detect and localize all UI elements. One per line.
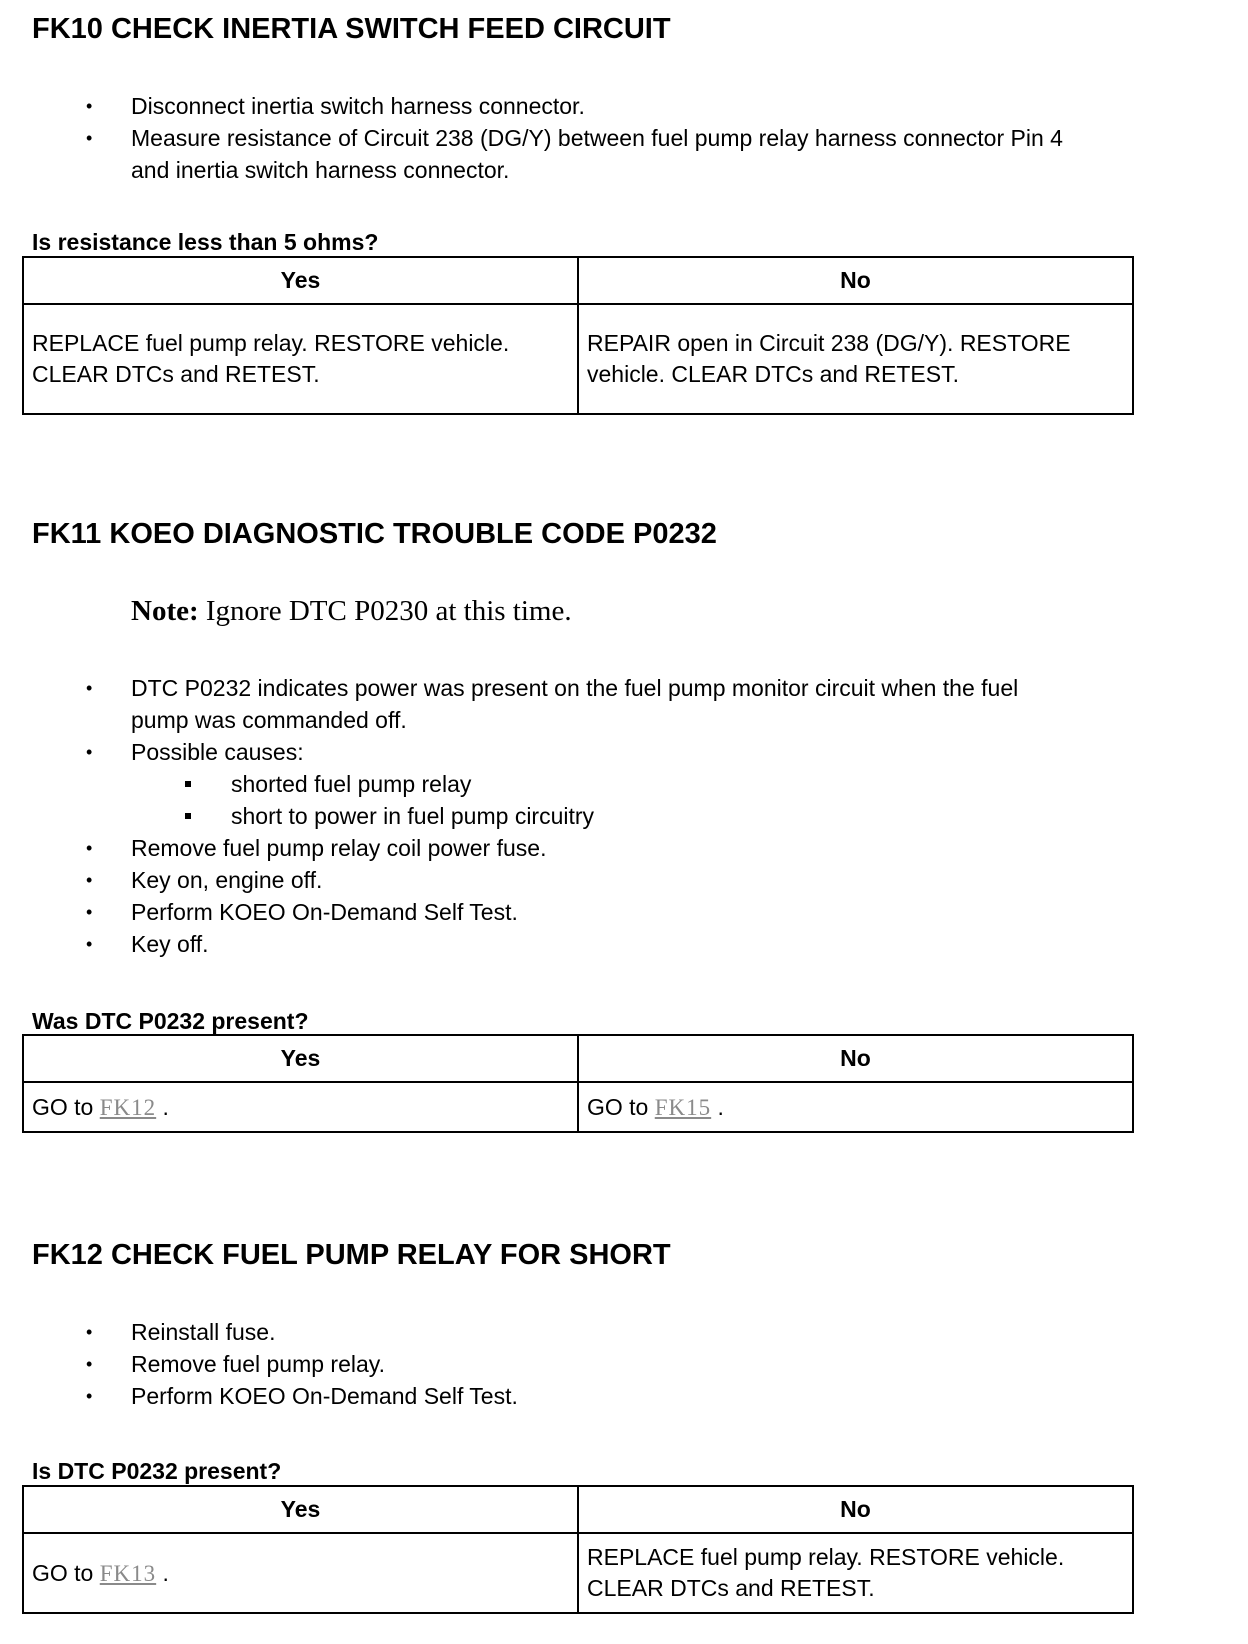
fk11-decision-table <box>22 1034 1134 1133</box>
no-header: No <box>578 257 1133 304</box>
fk12-decision-table <box>22 1485 1134 1614</box>
yes-header: Yes <box>23 257 578 304</box>
no-cell: GO to FK15 . <box>578 1082 1133 1132</box>
fk12-heading: FK12 CHECK FUEL PUMP RELAY FOR SHORT <box>32 1239 671 1271</box>
no-header: No <box>578 1035 1133 1082</box>
fk10-heading: FK10 CHECK INERTIA SWITCH FEED CIRCUIT <box>32 13 671 45</box>
no-cell: REPLACE fuel pump relay. RESTORE vehicle. CLEAR DTCs and RETEST. <box>578 1533 1133 1613</box>
possible-causes-list <box>131 768 1080 832</box>
square-bullet-icon <box>185 813 191 819</box>
fk15-link[interactable]: FK15 <box>654 1094 712 1120</box>
list-item: • Remove fuel pump relay coil power fuse. <box>0 832 1080 864</box>
fk12-question: Is DTC P0232 present? <box>32 1458 282 1484</box>
bullet-icon: • <box>86 1386 93 1406</box>
bullet-icon: • <box>86 870 93 890</box>
bullet-icon: • <box>86 1354 93 1374</box>
bullet-icon: • <box>86 902 93 922</box>
fk11-heading: FK11 KOEO DIAGNOSTIC TROUBLE CODE P0232 <box>32 518 717 550</box>
list-item: • Possible causes: shorted fuel pump relay short to power in fuel pump circuitry <box>0 736 1080 832</box>
bullet-icon: • <box>86 934 93 954</box>
no-cell: REPAIR open in Circuit 238 (DG/Y). RESTORE vehicle. CLEAR DTCs and RETEST. <box>578 304 1133 414</box>
list-item: • Key off. <box>0 928 1080 960</box>
fk10-steps <box>0 90 1080 186</box>
bullet-icon: • <box>86 1322 93 1342</box>
fk10-question: Is resistance less than 5 ohms? <box>32 229 379 255</box>
list-item: • Reinstall fuse. <box>0 1316 1080 1348</box>
square-bullet-icon <box>185 781 191 787</box>
fk12-steps <box>0 1316 1080 1412</box>
yes-header: Yes <box>23 1035 578 1082</box>
yes-header: Yes <box>23 1486 578 1533</box>
fk11-steps <box>0 672 1080 960</box>
yes-cell: GO to FK12 . <box>23 1082 578 1132</box>
yes-cell: REPLACE fuel pump relay. RESTORE vehicle. CLEAR DTCs and RETEST. <box>23 304 578 414</box>
list-item: • Remove fuel pump relay. <box>0 1348 1080 1380</box>
note-label: Note: <box>131 595 199 627</box>
list-item: • Disconnect inertia switch harness connector. <box>0 90 1080 122</box>
fk12-link[interactable]: FK12 <box>99 1094 157 1120</box>
note-text: Ignore DTC P0230 at this time. <box>198 595 572 627</box>
list-item: shorted fuel pump relay <box>131 768 1080 800</box>
list-item: • Perform KOEO On-Demand Self Test. <box>0 1380 1080 1412</box>
bullet-icon: • <box>86 838 93 858</box>
yes-cell: GO to FK13 . <box>23 1533 578 1613</box>
no-header: No <box>578 1486 1133 1533</box>
fk11-note <box>131 594 572 628</box>
list-item: • Measure resistance of Circuit 238 (DG/Y) between fuel pump relay harness connector Pin 4 and inertia switch harness connector. <box>0 122 1080 186</box>
bullet-icon: • <box>86 742 93 762</box>
list-item: • Key on, engine off. <box>0 864 1080 896</box>
bullet-icon: • <box>86 96 93 116</box>
list-item: short to power in fuel pump circuitry <box>131 800 1080 832</box>
fk13-link[interactable]: FK13 <box>99 1560 157 1586</box>
list-item: • DTC P0232 indicates power was present on the fuel pump monitor circuit when the fuel pump was commanded off. <box>0 672 1080 736</box>
bullet-icon: • <box>86 678 93 698</box>
bullet-icon: • <box>86 128 93 148</box>
list-item: • Perform KOEO On-Demand Self Test. <box>0 896 1080 928</box>
fk11-question: Was DTC P0232 present? <box>32 1008 309 1034</box>
fk10-decision-table <box>22 256 1134 415</box>
